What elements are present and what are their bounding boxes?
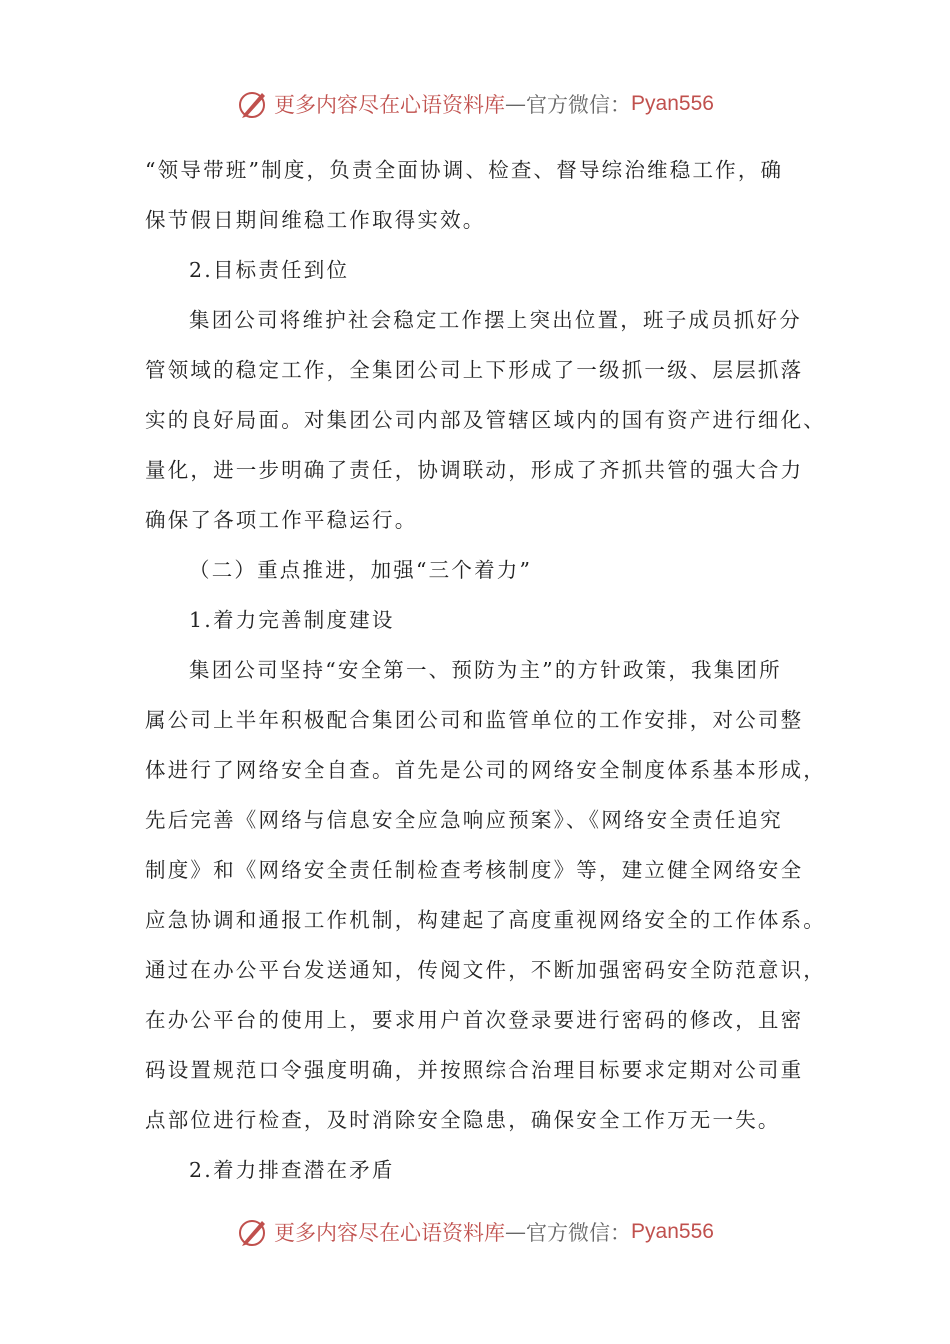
banner-site-name: 更多内容尽在心语资料库 bbox=[274, 93, 506, 117]
text-line: 制度》和《网络安全责任制检查考核制度》等，建立健全网络安全 bbox=[145, 858, 804, 882]
footer-watermark-banner bbox=[0, 1212, 950, 1252]
pen-logo-icon bbox=[236, 87, 270, 121]
text-line: 码设置规范口令强度明确，并按照综合治理目标要求定期对公司重 bbox=[145, 1058, 804, 1082]
text-line: 应急协调和通报工作机制，构建起了高度重视网络安全的工作体系。 bbox=[145, 908, 826, 932]
banner-dash: — bbox=[505, 1220, 527, 1244]
banner-site-name: 更多内容尽在心语资料库 bbox=[274, 1221, 506, 1245]
text-line: 属公司上半年积极配合集团公司和监管单位的工作安排，对公司整 bbox=[145, 708, 804, 732]
header-watermark-banner bbox=[0, 84, 950, 124]
section-heading: （二）重点推进，加强“三个着力” bbox=[189, 558, 533, 582]
text-line: 点部位进行检查，及时消除安全隐患，确保安全工作万无一失。 bbox=[145, 1108, 781, 1132]
text-line: 确保了各项工作平稳运行。 bbox=[145, 508, 418, 532]
document-body bbox=[145, 150, 826, 1200]
section-heading: 2.目标责任到位 bbox=[189, 258, 350, 282]
text-line: 量化，进一步明确了责任，协调联动，形成了齐抓共管的强大合力 bbox=[145, 458, 804, 482]
text-line: “领导带班”制度，负责全面协调、检查、督导综治维稳工作，确 bbox=[145, 158, 784, 182]
banner-wechat-label: 官方微信： bbox=[526, 1221, 632, 1245]
text-line: 集团公司将维护社会稳定工作摆上突出位置，班子成员抓好分 bbox=[189, 308, 802, 332]
banner-wechat-id: Pyan556 bbox=[631, 1220, 714, 1243]
text-line: 体进行了网络安全自查。首先是公司的网络安全制度体系基本形成， bbox=[145, 758, 826, 782]
text-line: 集团公司坚持“安全第一、预防为主”的方针政策，我集团所 bbox=[189, 658, 782, 682]
text-line: 管领域的稳定工作，全集团公司上下形成了一级抓一级、层层抓落 bbox=[145, 358, 804, 382]
pen-logo-icon bbox=[236, 1215, 270, 1249]
section-heading: 2.着力排查潜在矛盾 bbox=[189, 1158, 395, 1182]
text-line: 通过在办公平台发送通知，传阅文件，不断加强密码安全防范意识， bbox=[145, 958, 826, 982]
section-heading: 1.着力完善制度建设 bbox=[189, 608, 395, 632]
banner-wechat-label: 官方微信： bbox=[526, 93, 632, 117]
banner-wechat-id: Pyan556 bbox=[631, 92, 714, 115]
text-line: 实的良好局面。对集团公司内部及管辖区域内的国有资产进行细化、 bbox=[145, 408, 826, 432]
text-line: 在办公平台的使用上，要求用户首次登录要进行密码的修改，且密 bbox=[145, 1008, 804, 1032]
text-line: 先后完善《网络与信息安全应急响应预案》、《网络安全责任追究 bbox=[145, 808, 783, 832]
banner-dash: — bbox=[505, 92, 527, 116]
text-line: 保节假日期间维稳工作取得实效。 bbox=[145, 208, 486, 232]
